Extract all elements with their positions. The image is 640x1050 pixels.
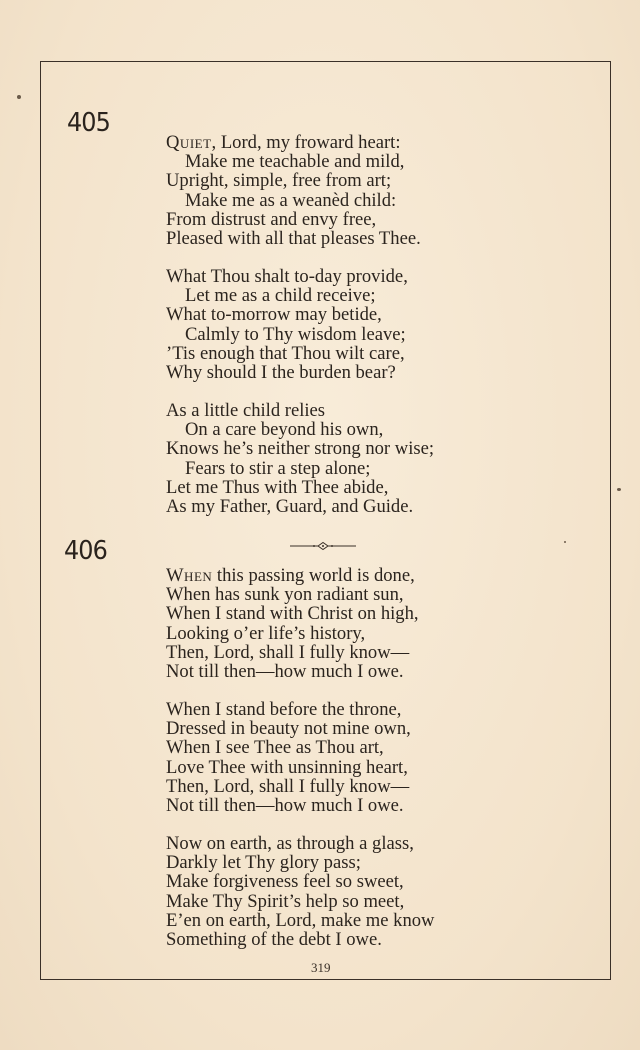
stanza-line: Something of the debt I owe. [166,928,382,950]
stanza-line: Why should I the burden bear? [166,361,396,383]
stanza-line: When I stand with Christ on high, [166,603,419,625]
stanza-line: ’Tis enough that Thou wilt care, [166,342,405,364]
stanza-line: Looking o’er life’s history, [166,622,366,644]
stanza-line: Make me as a weanèd child: [185,189,397,211]
stanza-line: From distrust and envy free, [166,208,377,230]
stanza-line: Calmly to Thy wisdom leave; [185,323,406,345]
stanza-line: Knows he’s neither strong nor wise; [166,438,435,460]
page-number: 319 [311,960,331,975]
hymn-406-stanza-3 [166,834,434,949]
stanza-line: Let me as a child receive; [185,285,376,307]
stanza-line: As a little child relies [166,400,326,421]
stanza-line: What Thou shalt to-day provide, [166,266,408,287]
stanza-line: Then, Lord, shall I fully know— [166,641,410,663]
stanza-line: Darkly let Thy glory pass; [166,852,361,874]
stanza-line: Make Thy Spirit’s help so meet, [166,890,405,912]
hymn-406-stanza-2 [166,700,411,815]
stanza-line: When has sunk yon radiant sun, [166,584,404,606]
stanza-line [166,133,421,152]
hymn-number: 405 [67,108,110,138]
stanza-line: What to-morrow may betide, [166,304,382,326]
hymn-406-stanza-1 [166,566,419,681]
paper-speck [17,95,21,99]
stanza-line: Not till then—how much I owe. [166,794,404,816]
hymn-number: 406 [64,536,107,566]
stanza-line: Fears to stir a step alone; [185,457,371,479]
stanza-line: Pleased with all that pleases Thee. [166,227,421,249]
stanza-line: On a care beyond his own, [185,419,384,441]
hymn-405-stanza-3 [166,401,434,516]
stanza-line: As my Father, Guard, and Guide. [166,495,414,517]
opening-line-rest: , Lord, my froward heart: [211,132,401,153]
stanza-line: Make forgiveness feel so sweet, [166,871,404,893]
stanza-line: Let me Thus with Thee abide, [166,476,389,498]
hymn-405-stanza-2 [166,267,408,382]
stanza-line: Upright, simple, free from art; [166,170,392,192]
stanza-line: Make me teachable and mild, [185,151,405,173]
opening-word: Quiet [166,132,212,153]
paper-speck [617,488,621,491]
stanza-line: Dressed in beauty not mine own, [166,718,411,740]
section-divider-ornament [290,540,356,552]
opening-line-rest: this passing world is done, [212,565,415,586]
stanza-line: Now on earth, as through a glass, [166,833,414,854]
stanza-line [166,566,419,585]
stanza-line: When I stand before the throne, [166,699,402,720]
stanza-line: Love Thee with unsinning heart, [166,756,408,778]
stanza-line: When I see Thee as Thou art, [166,737,384,759]
opening-word: When [166,565,213,586]
stanza-line: E’en on earth, Lord, make me know [166,909,435,931]
stanza-line: Then, Lord, shall I fully know— [166,775,410,797]
stanza-line: Not till then—how much I owe. [166,660,404,682]
hymn-405-stanza-1 [166,133,421,248]
paper-speck [564,541,566,543]
